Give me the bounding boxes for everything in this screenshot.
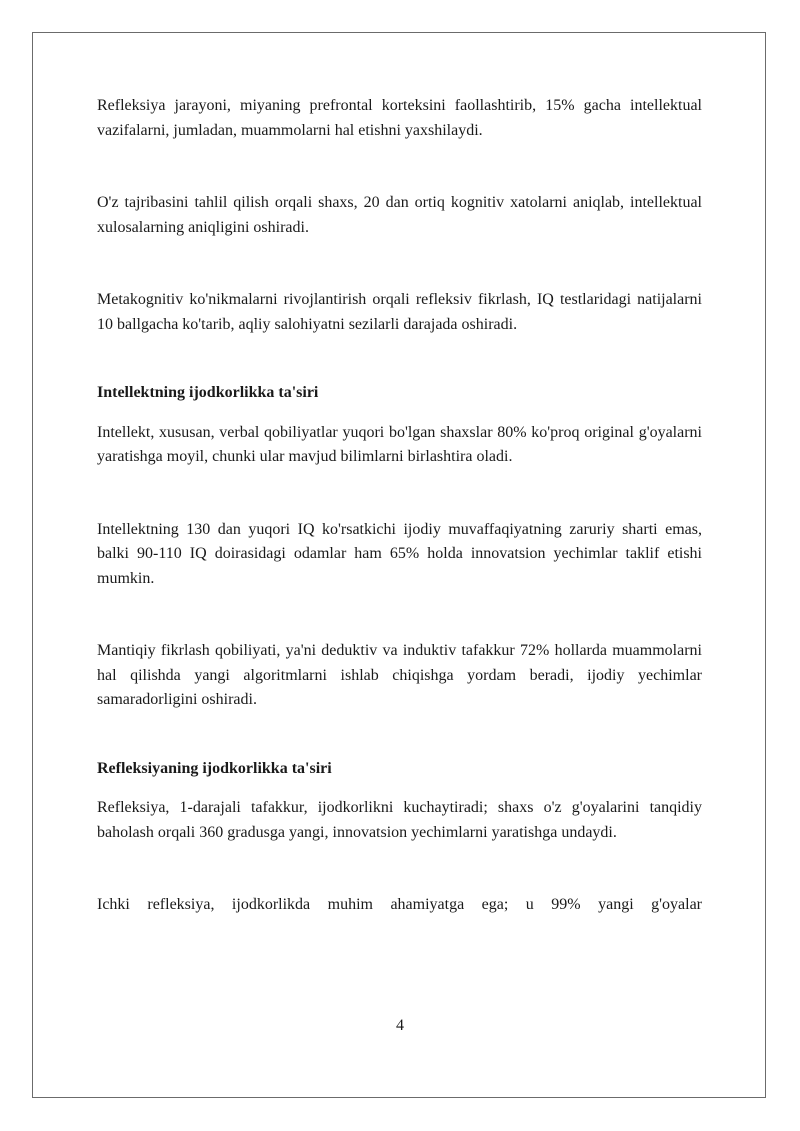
page-number: 4 xyxy=(396,1017,404,1034)
paragraph-8: Ichki refleksiya, ijodkorlikda muhim ahamiyatga ega; u 99% yangi g'oyalar xyxy=(97,896,702,913)
section-heading-creativity-intellect: Intellektning ijodkorlikka ta'siri xyxy=(97,384,319,401)
document-body xyxy=(97,94,702,918)
paragraph-5: Intellektning 130 dan yuqori IQ ko'rsatkichi ijodiy muvaffaqiyatning zaruriy sharti emas, balki 90-110 IQ doirasidagi odamlar ham 65% holda innovatsion yechimlar taklif etishi mumkin. xyxy=(97,520,702,587)
paragraph-1: Refleksiya jarayoni, miyaning prefrontal korteksini faollashtirib, 15% gacha intellektual vazifalarni, jumladan, muammolarni hal etishni yaxshilaydi. xyxy=(97,97,702,139)
paragraph-2: O'z tajribasini tahlil qilish orqali shaxs, 20 dan ortiq kognitiv xatolarni aniqlab, intellektual xulosalarning aniqligini oshiradi. xyxy=(97,194,702,236)
paragraph-7: Refleksiya, 1-darajali tafakkur, ijodkorlikni kuchaytiradi; shaxs o'z g'oyalarini tanqidiy baholash orqali 360 gradusga yangi, innovatsion yechimlarni yaratishga undaydi. xyxy=(97,799,702,841)
paragraph-6: Mantiqiy fikrlash qobiliyati, ya'ni deduktiv va induktiv tafakkur 72% hollarda muammolarni hal qilishda yangi algoritmlarni ishlab chiqishga yordam beradi, ijodiy yechimlar samaradorligini oshiradi. xyxy=(97,642,702,708)
section-heading-creativity-reflection: Refleksiyaning ijodkorlikka ta'siri xyxy=(97,759,332,777)
paragraph-4: Intellekt, xususan, verbal qobiliyatlar yuqori bo'lgan shaxslar 80% ko'proq original g'oyalarni yaratishga moyil, chunki ular mavjud bilimlarni birlashtira oladi. xyxy=(97,423,702,465)
paragraph-3: Metakognitiv ko'nikmalarni rivojlantirish orqali refleksiv fikrlash, IQ testlaridagi natijalarni 10 ballgacha ko'tarib, aqliy salohiyatni sezilarli darajada oshiradi. xyxy=(97,291,702,333)
